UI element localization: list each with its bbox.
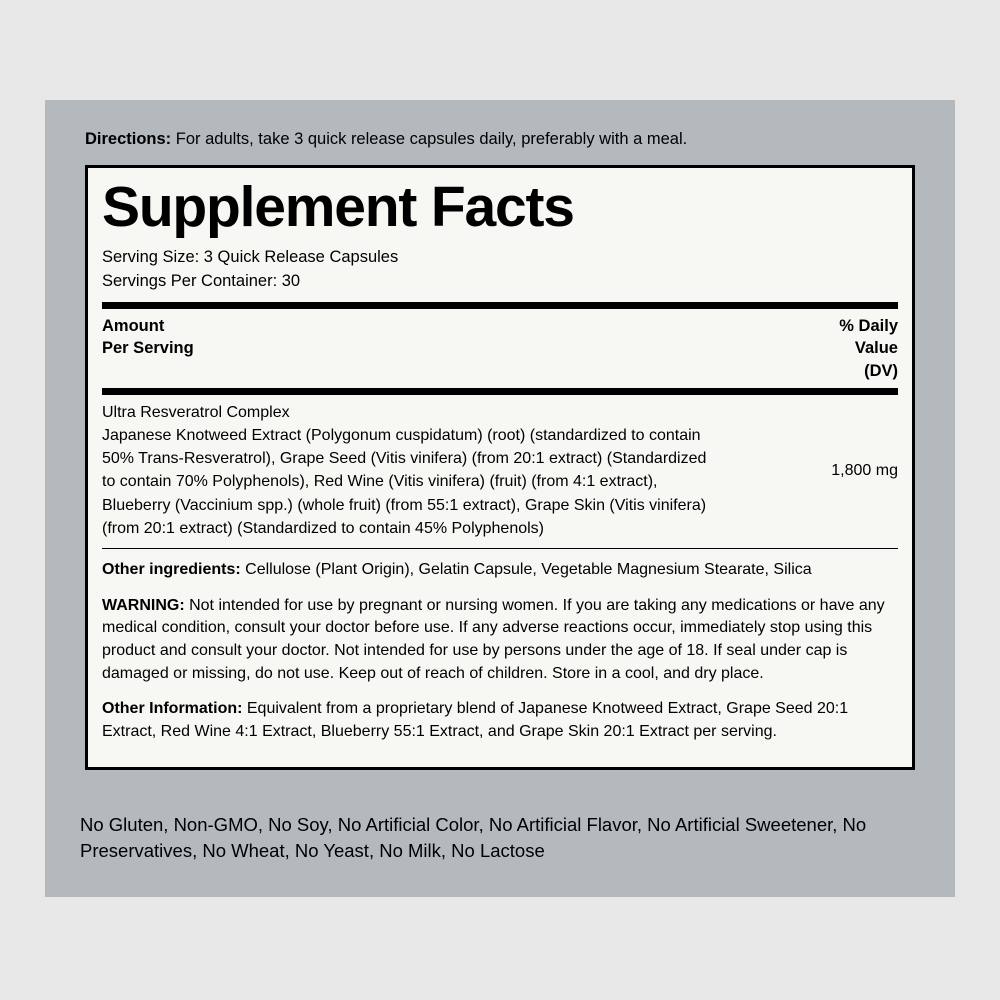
dv-header-line2: Value [854,339,898,358]
other-information [102,698,898,743]
amount-header-line1: Amount [102,316,165,335]
other-information-text: Equivalent from a proprietary blend of Japanese Knotweed Extract, Grape Seed 20:1 Extract, Red Wine 4:1 Extract, Blueberry 55:1 Extract, and Grape Skin 20:1 Extract per serving. [102,700,849,741]
directions-line [85,129,915,150]
amount-per-serving-header [102,315,194,360]
label-panel [45,100,955,897]
ingredient-amount: 1,800 mg [831,461,898,479]
table-row [102,395,898,548]
ingredient-name: Ultra Resveratrol Complex [102,403,290,421]
dv-header-line1: % Daily [839,316,898,335]
supplement-facts-box [85,165,915,770]
warning-label: WARNING: [102,596,185,614]
directions-text: For adults, take 3 quick release capsules daily, preferably with a meal. [171,130,688,148]
other-information-label: Other Information: [102,700,243,718]
ingredient-cell [102,401,722,540]
warning [102,595,898,686]
other-ingredients-label: Other ingredients: [102,560,241,578]
serving-size: Serving Size: 3 Quick Release Capsules [102,248,399,267]
dv-header-line3: (DV) [864,361,898,380]
amount-header-line2: Per Serving [102,339,194,358]
other-sections [102,549,898,744]
ingredient-detail: Japanese Knotweed Extract (Polygonum cuspidatum) (root) (standardized to contain 50% Trans-Resveratrol), Grape Seed (Vitis vinifera) (from 20:1 extract) (Standardized to contain 70% Polyphenols), Red Wine (Vitis vinifera) (fruit) (from 4:1 extract), Blueberry (Vaccinium spp.) (whole fruit) (from 55:1 extract), Grape Skin (Vitis vinifera) (from 20:1 extract) (Standardized to contain 45% Polyphenols) [102,426,707,537]
warning-text: Not intended for use by pregnant or nursing women. If you are taking any medications or have any medical condition, consult your doctor before use. If any adverse reactions occur, immediately stop using this product and consult your doctor. Not intended for use by persons under the age of 18. If seal under cap is damaged or missing, do not use. Keep out of reach of children. Store in a cool, and dry place. [102,596,885,682]
divider-thick-top [102,302,898,309]
daily-value-header [839,315,898,382]
servings-per-container: Servings Per Container: 30 [102,272,301,291]
other-ingredients [102,559,898,582]
product-claims: No Gluten, Non-GMO, No Soy, No Artificial Color, No Artificial Flavor, No Artificial Sweetener, No Preservatives, No Wheat, No Yeast, No Milk, No Lactose [80,814,867,862]
directions-label: Directions: [85,130,172,148]
other-ingredients-text: Cellulose (Plant Origin), Gelatin Capsule, Vegetable Magnesium Stearate, Silica [240,560,812,578]
table-header-row [102,309,898,388]
divider-thick-bottom [102,388,898,395]
supplement-facts-title: Supplement Facts [102,175,574,239]
